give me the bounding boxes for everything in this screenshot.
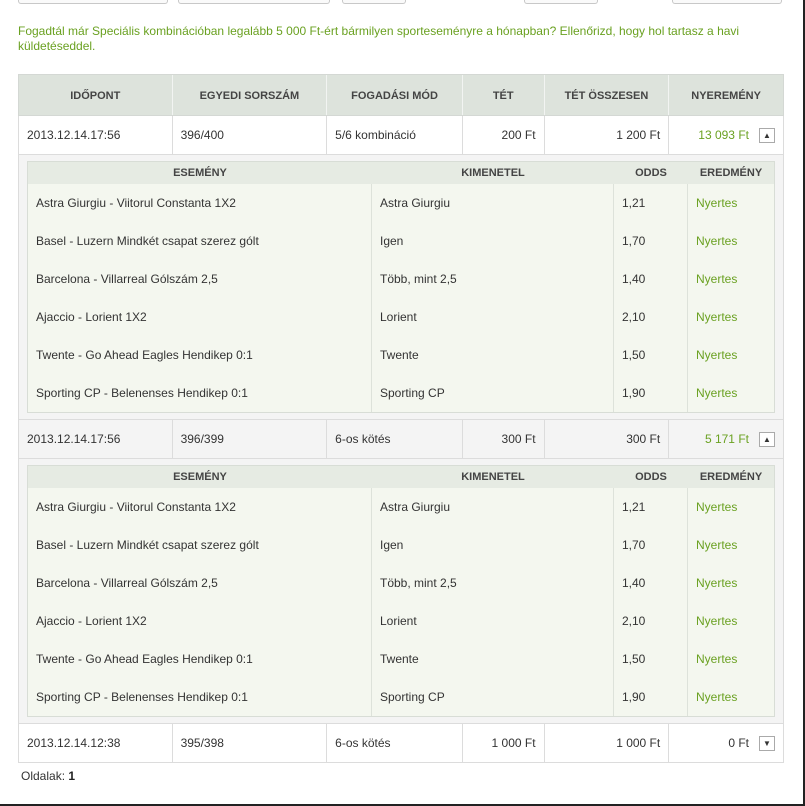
bet-serial: 396/400 [173,116,328,154]
event-outcome: Astra Giurgiu [372,184,614,222]
result-col-header: EREDMÉNY [699,471,763,483]
bet-total: 300 Ft [545,420,670,458]
event-outcome: Igen [372,526,614,564]
event-outcome: Igen [372,222,614,260]
event-odds: 1,50 [614,640,688,678]
event-odds: 1,70 [614,222,688,260]
pagination [21,769,75,783]
event-odds: 2,10 [614,298,688,336]
bet-total: 1 200 Ft [545,116,670,154]
bet-serial: 396/399 [173,420,328,458]
bet-stake: 300 Ft [463,420,545,458]
odds-col-header: ODDS [635,167,667,179]
bet-win-cell [669,420,783,458]
top-filter-stubs [0,0,805,4]
bet-mode: 6-os kötés [327,420,463,458]
filter-field-stub[interactable] [178,0,330,4]
bet-time: 2013.12.14.17:56 [19,420,173,458]
event-odds: 1,21 [614,184,688,222]
event-odds: 1,70 [614,526,688,564]
bet-stake: 200 Ft [463,116,545,154]
event-result: Nyertes [696,272,738,286]
filter-field-stub[interactable] [524,0,598,4]
event-col-header: ESEMÉNY [173,167,227,179]
event-outcome: Twente [372,336,614,374]
event-result: Nyertes [696,348,738,362]
event-result: Nyertes [696,310,738,324]
event-name: Twente - Go Ahead Eagles Hendikep 0:1 [28,336,372,374]
event-table-header [28,162,774,184]
filter-field-stub[interactable] [672,0,782,4]
bet-stake: 1 000 Ft [463,724,545,762]
event-name: Sporting CP - Belenenses Hendikep 0:1 [28,678,372,716]
event-row [28,374,774,412]
col-mode-header: FOGADÁSI MÓD [327,75,463,115]
bet-detail [18,459,784,724]
odds-col-header: ODDS [635,471,667,483]
event-odds: 1,90 [614,374,688,412]
event-result: Nyertes [696,234,738,248]
col-time-header: IDŐPONT [19,75,173,115]
bet-mode: 6-os kötés [327,724,463,762]
event-name: Basel - Luzern Mindkét csapat szerez gólt [28,526,372,564]
bet-win: 5 171 Ft [704,432,749,446]
event-odds: 1,40 [614,260,688,298]
bet-row[interactable] [18,116,784,155]
bet-win-cell [669,116,783,154]
event-name: Barcelona - Villarreal Gólszám 2,5 [28,260,372,298]
event-outcome: Több, mint 2,5 [372,260,614,298]
table-header [18,74,784,116]
bet-win: 13 093 Ft [698,128,749,142]
event-row [28,488,774,526]
event-outcome: Twente [372,640,614,678]
bet-mode: 5/6 kombináció [327,116,463,154]
bet-row[interactable] [18,724,784,763]
event-result: Nyertes [696,500,738,514]
bet-win-cell [669,724,783,762]
outcome-col-header: KIMENETEL [461,167,525,179]
bet-row[interactable] [18,420,784,459]
event-name: Basel - Luzern Mindkét csapat szerez gólt [28,222,372,260]
expand-toggle-icon[interactable]: ▼ [759,736,775,751]
event-row [28,222,774,260]
event-result: Nyertes [696,690,738,704]
event-odds: 1,40 [614,564,688,602]
event-row [28,526,774,564]
bet-history-table [18,74,784,763]
pager-label: Oldalak: [21,769,66,783]
event-col-header: ESEMÉNY [173,471,227,483]
col-serial-header: EGYEDI SORSZÁM [173,75,328,115]
event-odds: 1,21 [614,488,688,526]
event-name: Ajaccio - Lorient 1X2 [28,298,372,336]
event-name: Astra Giurgiu - Viitorul Constanta 1X2 [28,184,372,222]
event-result: Nyertes [696,576,738,590]
event-name: Astra Giurgiu - Viitorul Constanta 1X2 [28,488,372,526]
event-name: Sporting CP - Belenenses Hendikep 0:1 [28,374,372,412]
event-result: Nyertes [696,652,738,666]
event-row [28,336,774,374]
event-outcome: Lorient [372,602,614,640]
filter-field-stub[interactable] [18,0,168,4]
bet-detail [18,155,784,420]
event-row [28,298,774,336]
event-outcome: Több, mint 2,5 [372,564,614,602]
pager-page-1[interactable]: 1 [68,769,76,783]
mission-notice: Fogadtál már Speciális kombinációban legalább 5 000 Ft-ért bármilyen sporteseményre a hónapban? Ellenőrizd, hogy hol tartasz a havi küldetéseddel. [18,24,740,53]
bet-time: 2013.12.14.17:56 [19,116,173,154]
bet-serial: 395/398 [173,724,328,762]
outcome-col-header: KIMENETEL [461,471,525,483]
event-table [27,465,775,717]
event-table [27,161,775,413]
event-result: Nyertes [696,538,738,552]
result-col-header: EREDMÉNY [699,167,763,179]
event-row [28,260,774,298]
event-row [28,564,774,602]
event-name: Twente - Go Ahead Eagles Hendikep 0:1 [28,640,372,678]
event-odds: 1,50 [614,336,688,374]
bet-win: 0 Ft [728,736,749,750]
event-row [28,602,774,640]
event-outcome: Sporting CP [372,678,614,716]
event-outcome: Astra Giurgiu [372,488,614,526]
event-row [28,640,774,678]
event-name: Barcelona - Villarreal Gólszám 2,5 [28,564,372,602]
event-table-header [28,466,774,488]
bet-time: 2013.12.14.12:38 [19,724,173,762]
bet-total: 1 000 Ft [545,724,670,762]
event-odds: 2,10 [614,602,688,640]
event-name: Ajaccio - Lorient 1X2 [28,602,372,640]
event-row [28,184,774,222]
event-outcome: Sporting CP [372,374,614,412]
event-result: Nyertes [696,386,738,400]
collapse-toggle-icon[interactable]: ▲ [759,432,775,447]
event-outcome: Lorient [372,298,614,336]
col-stake-header: TÉT [463,75,545,115]
event-result: Nyertes [696,614,738,628]
col-total-header: TÉT ÖSSZESEN [545,75,670,115]
event-odds: 1,90 [614,678,688,716]
event-result: Nyertes [696,196,738,210]
event-row [28,678,774,716]
filter-button-stub[interactable] [342,0,406,4]
collapse-toggle-icon[interactable]: ▲ [759,128,775,143]
col-win-header: NYEREMÉNY [691,90,761,102]
